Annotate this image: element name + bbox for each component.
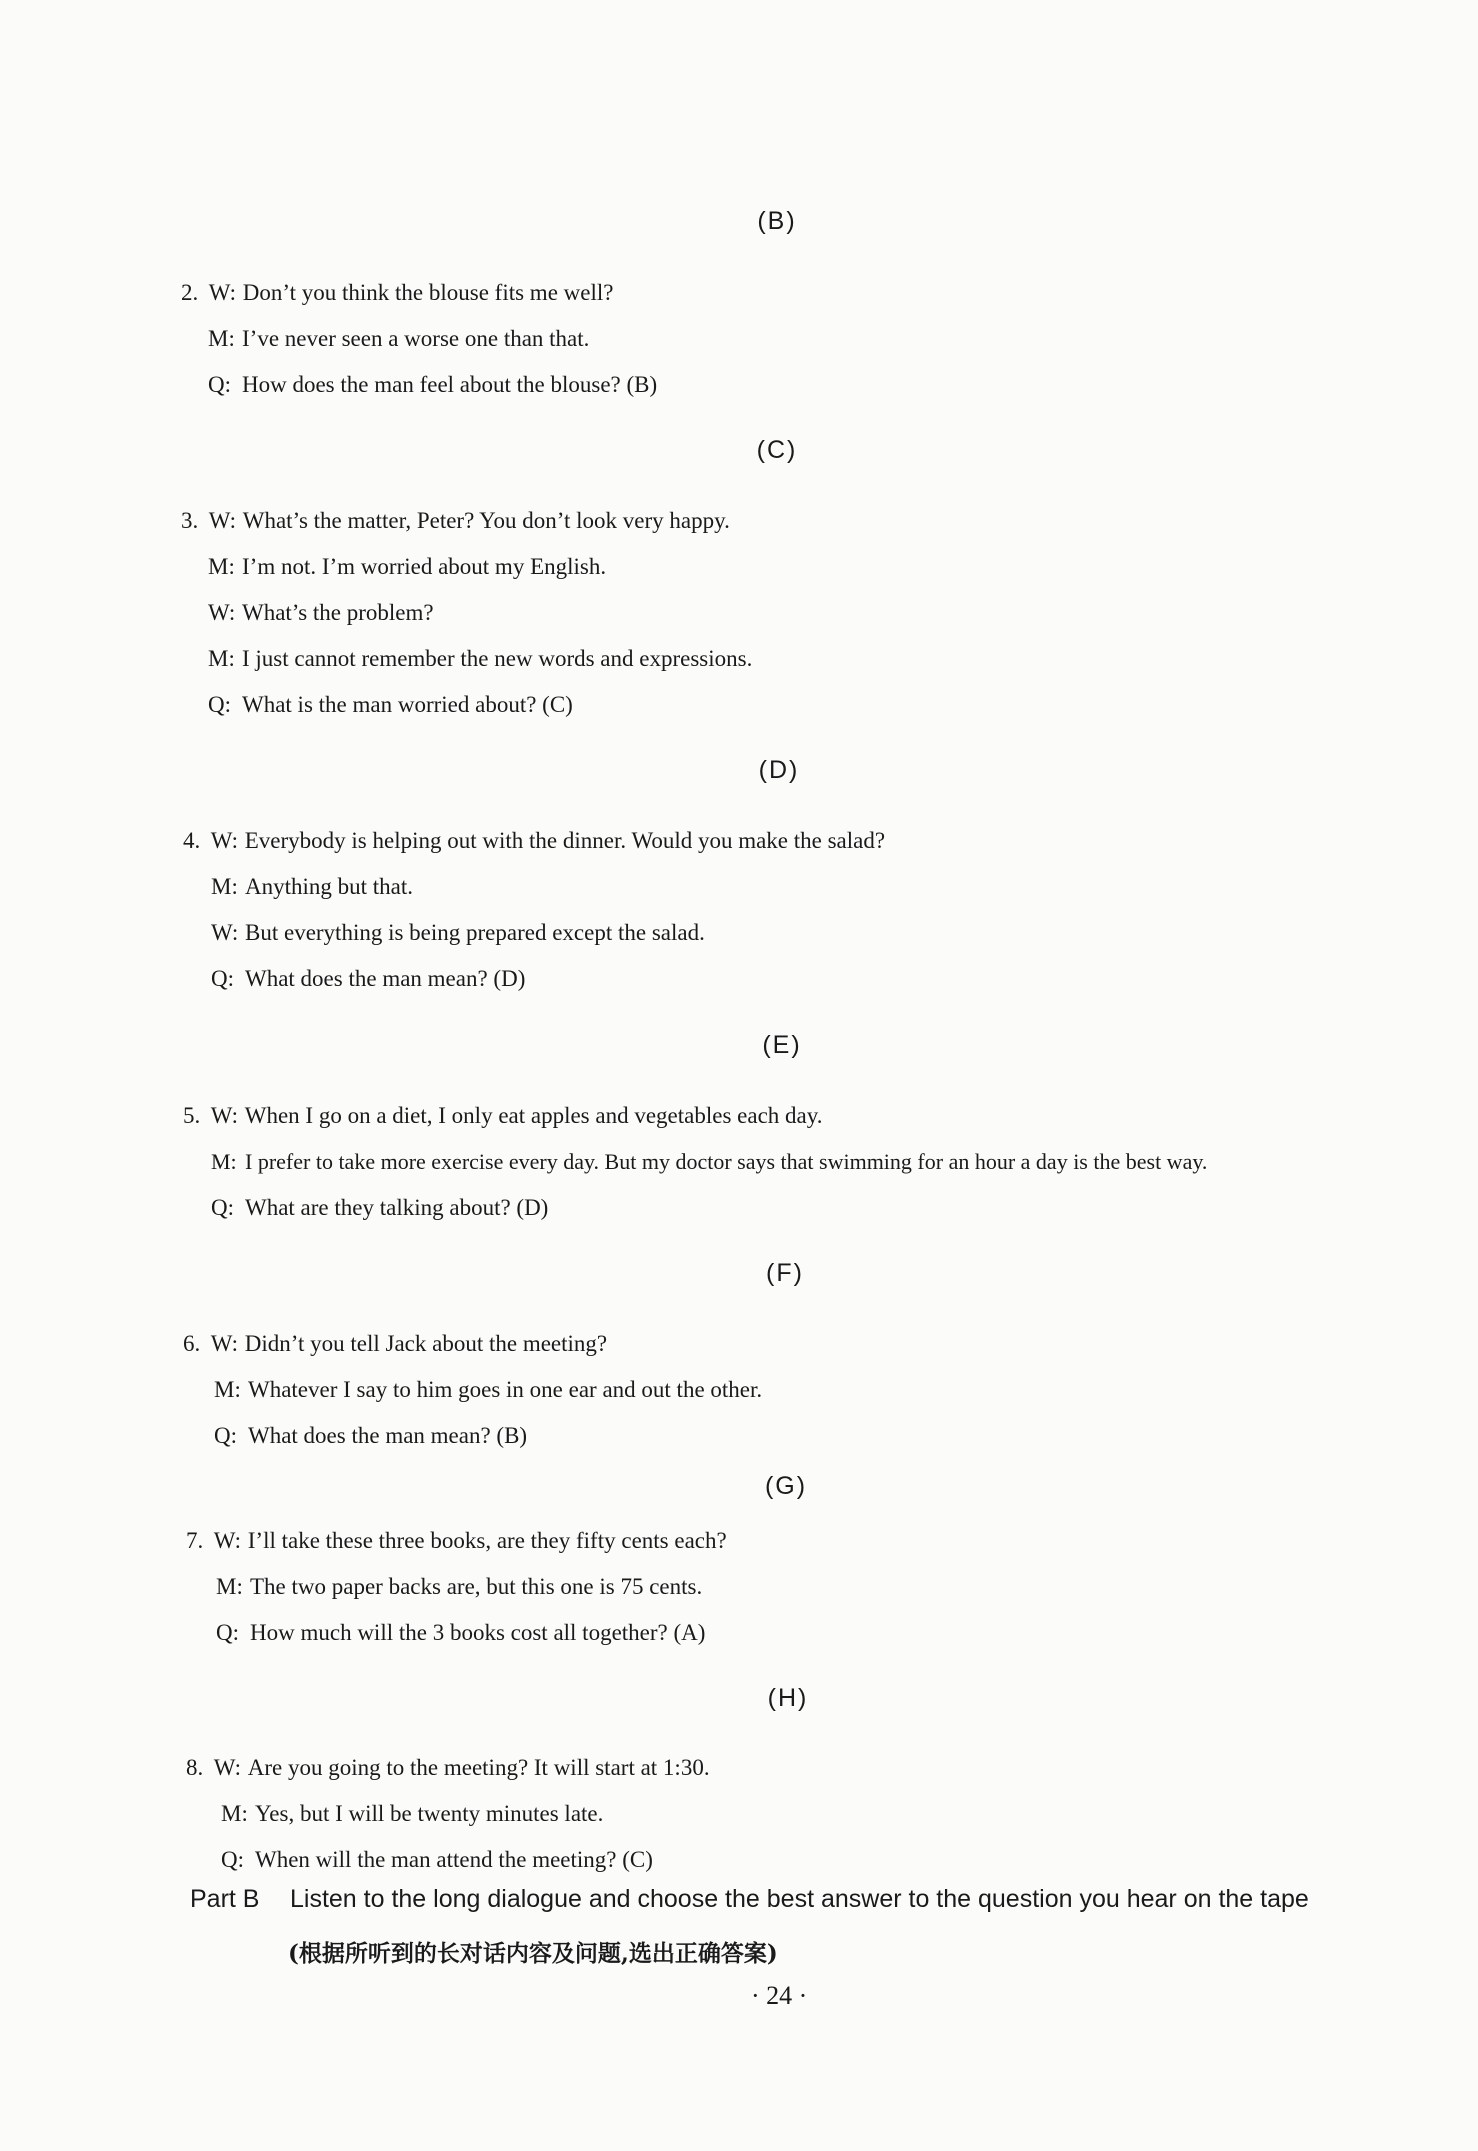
dialogue-2-line-2	[208, 326, 589, 352]
dialogue-3-line-5	[208, 692, 573, 718]
dialogue-4-line-3	[211, 920, 705, 946]
dialogue-text: Whatever I say to him goes in one ear and out the other.	[248, 1377, 763, 1402]
dialogue-text: When will the man attend the meeting? (C)	[255, 1847, 653, 1872]
dialogue-text: Are you going to the meeting? It will start at 1:30.	[247, 1755, 710, 1780]
dialogue-text: How does the man feel about the blouse? (B)	[242, 372, 658, 397]
dialogue-text: I’ve never seen a worse one than that.	[242, 326, 590, 351]
speaker-tag: M:	[211, 874, 238, 899]
dialogue-number: 5.	[183, 1103, 201, 1128]
dialogue-5-line-1	[183, 1103, 823, 1129]
speaker-tag: M:	[208, 554, 235, 579]
option-label-f: (F)	[766, 1259, 804, 1287]
dialogue-7-line-3	[216, 1620, 705, 1646]
dialogue-text: Didn’t you tell Jack about the meeting?	[244, 1331, 608, 1356]
dialogue-text: What are they talking about? (D)	[245, 1195, 549, 1220]
dialogue-8-line-1	[186, 1755, 710, 1781]
dialogue-number: 7.	[186, 1528, 204, 1553]
dialogue-text: But everything is being prepared except the salad.	[245, 920, 705, 945]
dialogue-text: What’s the problem?	[242, 600, 434, 625]
dialogue-text: Yes, but I will be twenty minutes late.	[255, 1801, 604, 1826]
dialogue-3-line-3	[208, 600, 434, 626]
dialogue-6-line-1	[183, 1331, 607, 1357]
dialogue-number: 3.	[181, 508, 199, 533]
dialogue-number: 8.	[186, 1755, 204, 1780]
speaker-tag: W:	[210, 828, 238, 853]
dialogue-8-line-3	[221, 1847, 653, 1873]
dialogue-text: I’m not. I’m worried about my English.	[242, 554, 607, 579]
dialogue-text: What is the man worried about? (C)	[242, 692, 573, 717]
dialogue-4-line-2	[211, 874, 413, 900]
speaker-tag: M:	[211, 1149, 237, 1174]
option-label-c: (C)	[756, 436, 798, 464]
dialogue-number: 2.	[181, 280, 199, 305]
speaker-tag: M:	[208, 326, 235, 351]
dialogue-7-line-1	[186, 1528, 727, 1554]
speaker-tag: M:	[214, 1377, 241, 1402]
dialogue-7-line-2	[216, 1574, 702, 1600]
speaker-tag: W:	[213, 1755, 241, 1780]
speaker-tag: W:	[213, 1528, 241, 1553]
dialogue-6-line-2	[214, 1377, 762, 1403]
dialogue-2-line-3	[208, 372, 657, 398]
speaker-tag: Q:	[214, 1423, 237, 1448]
page-number: · 24 ·	[751, 1981, 808, 2010]
speaker-tag: M:	[208, 646, 235, 671]
dialogue-text: What’s the matter, Peter? You don’t look very happy.	[242, 508, 730, 533]
dialogue-number: 6.	[183, 1331, 201, 1356]
option-label-h: (H)	[767, 1684, 809, 1712]
part-b-note-cn: (根据所听到的长对话内容及问题,选出正确答案)	[288, 1940, 778, 1967]
dialogue-text: I just cannot remember the new words and expressions.	[242, 646, 753, 671]
speaker-tag: M:	[216, 1574, 243, 1599]
speaker-tag: Q:	[208, 372, 231, 397]
dialogue-text: Anything but that.	[245, 874, 414, 899]
speaker-tag: Q:	[211, 1195, 234, 1220]
speaker-tag: Q:	[211, 966, 234, 991]
dialogue-text: What does the man mean? (D)	[245, 966, 526, 991]
dialogue-text: I’ll take these three books, are they fifty cents each?	[247, 1528, 727, 1553]
speaker-tag: W:	[211, 920, 239, 945]
speaker-tag: W:	[208, 508, 236, 533]
option-label-e: (E)	[762, 1031, 802, 1059]
dialogue-4-line-4	[211, 966, 525, 992]
speaker-tag: W:	[210, 1103, 238, 1128]
part-b-instruction: Listen to the long dialogue and choose the best answer to the question you hear on the tape	[290, 1885, 1309, 1913]
dialogue-4-line-1	[183, 828, 885, 854]
speaker-tag: Q:	[208, 692, 231, 717]
speaker-tag: Q:	[221, 1847, 244, 1872]
dialogue-number: 4.	[183, 828, 201, 853]
dialogue-3-line-2	[208, 554, 606, 580]
dialogue-5-line-3	[211, 1195, 548, 1221]
dialogue-3-line-1	[181, 508, 730, 534]
option-label-d: (D)	[758, 756, 800, 784]
dialogue-text: Everybody is helping out with the dinner. Would you make the salad?	[244, 828, 886, 853]
speaker-tag: W:	[208, 600, 236, 625]
speaker-tag: Q:	[216, 1620, 239, 1645]
part-b-heading	[190, 1885, 1309, 1914]
option-label-b: (B)	[757, 207, 797, 235]
dialogue-5-line-2	[211, 1149, 1207, 1175]
part-b-tag: Part B	[190, 1885, 260, 1913]
dialogue-8-line-2	[221, 1801, 603, 1827]
dialogue-6-line-3	[214, 1423, 527, 1449]
option-label-g: (G)	[764, 1472, 808, 1500]
dialogue-text: The two paper backs are, but this one is 75 cents.	[250, 1574, 703, 1599]
dialogue-text: I prefer to take more exercise every day. But my doctor says that swimming for an hour a day is the best way.	[245, 1149, 1208, 1174]
speaker-tag: M:	[221, 1801, 248, 1826]
speaker-tag: W:	[210, 1331, 238, 1356]
dialogue-text: How much will the 3 books cost all together? (A)	[250, 1620, 706, 1645]
dialogue-text: What does the man mean? (B)	[248, 1423, 528, 1448]
dialogue-3-line-4	[208, 646, 752, 672]
dialogue-2-line-1	[181, 280, 613, 306]
speaker-tag: W:	[208, 280, 236, 305]
dialogue-text: When I go on a diet, I only eat apples and vegetables each day.	[244, 1103, 823, 1128]
dialogue-text: Don’t you think the blouse fits me well?	[242, 280, 614, 305]
